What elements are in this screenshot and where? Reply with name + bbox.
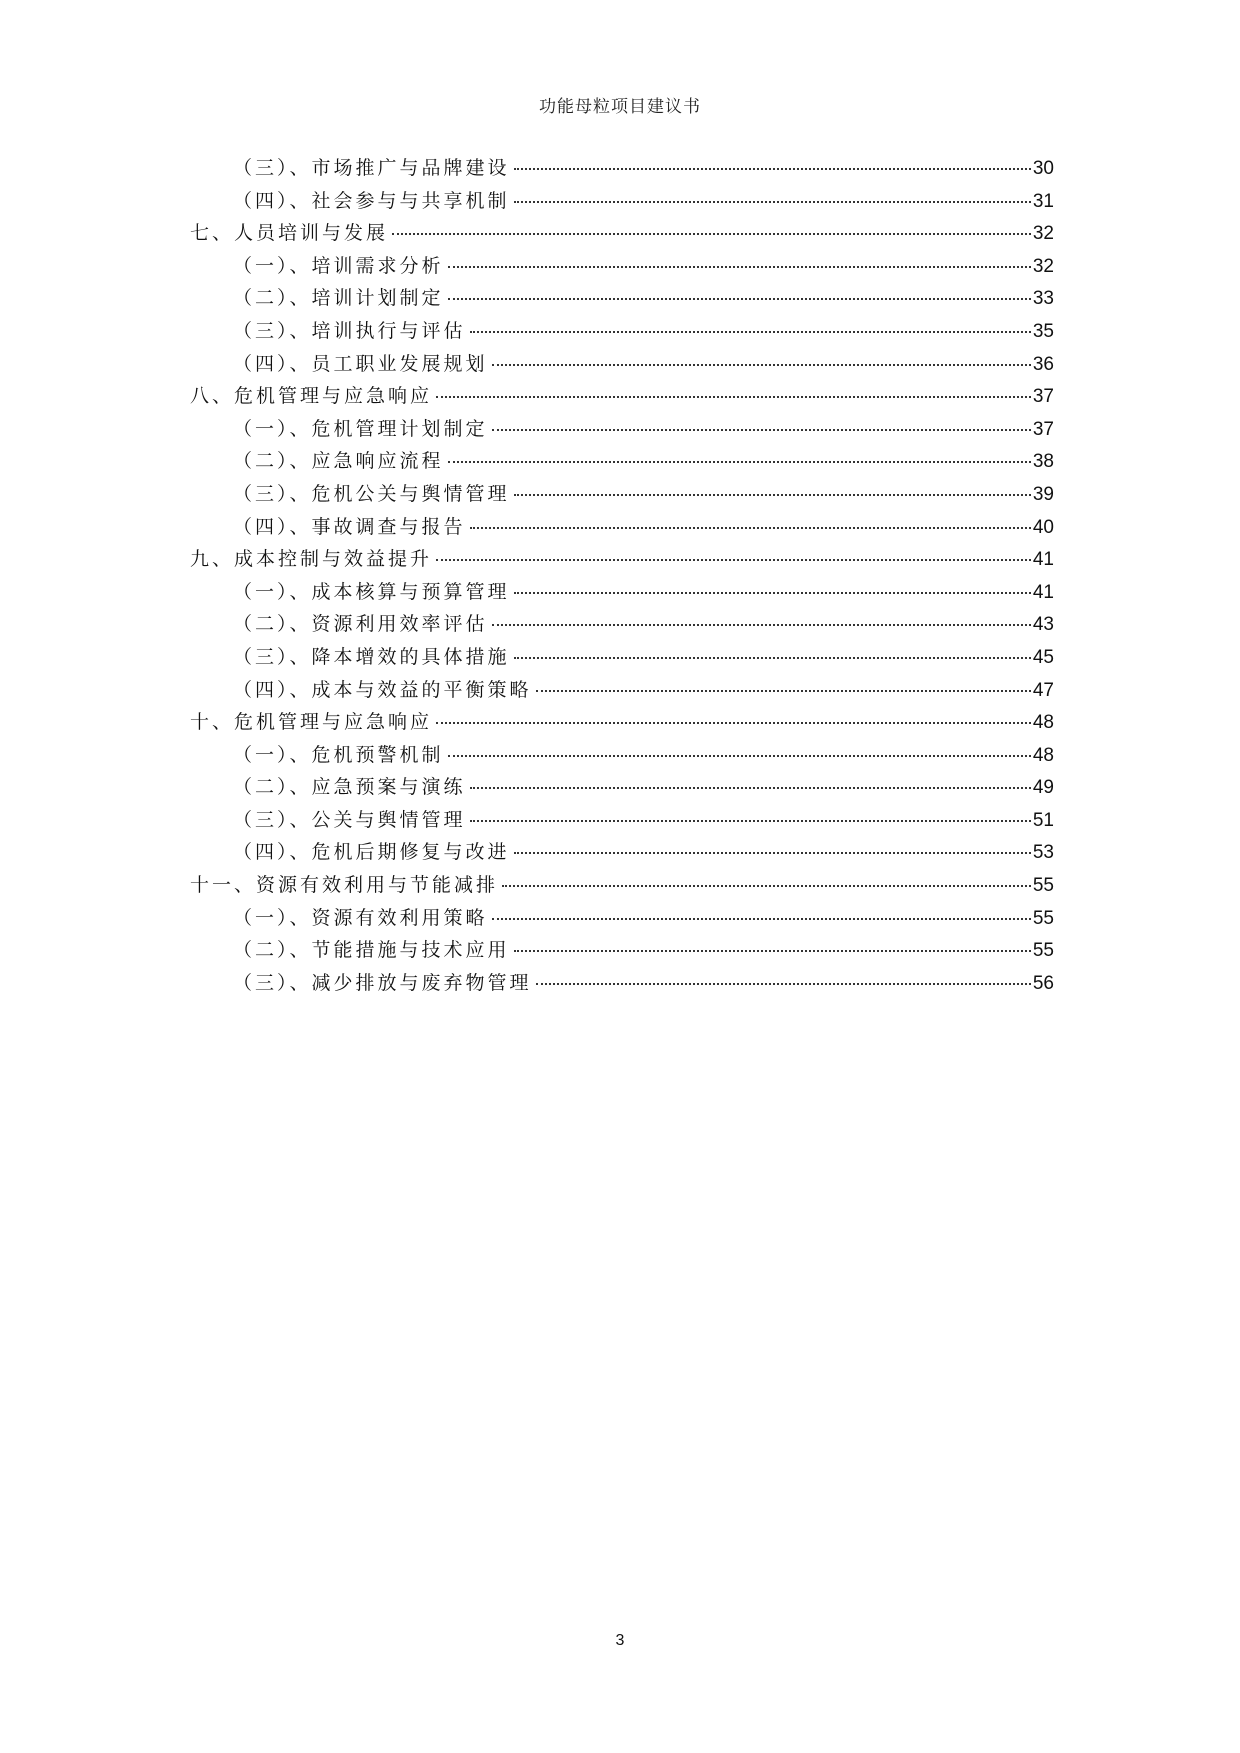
toc-entry-title: （四）、员工职业发展规划 — [233, 352, 488, 375]
toc-entry-title: （四）、危机后期修复与改进 — [233, 841, 510, 864]
toc-entry-page: 49 — [1032, 777, 1054, 799]
toc-section-entry[interactable] — [190, 902, 1054, 935]
toc-entry-page: 53 — [1032, 842, 1054, 864]
toc-section-entry[interactable] — [190, 608, 1054, 641]
toc-entry-title: （二）、应急预案与演练 — [233, 776, 466, 799]
toc-section-entry[interactable] — [190, 445, 1054, 478]
toc-entry-page: 40 — [1032, 516, 1054, 538]
toc-dot-leader — [514, 656, 1031, 659]
toc-section-entry[interactable] — [190, 315, 1054, 348]
toc-dot-leader — [448, 297, 1031, 300]
toc-dot-leader — [470, 786, 1031, 789]
toc-section-entry[interactable] — [190, 967, 1054, 1000]
toc-chapter-entry[interactable] — [190, 706, 1054, 739]
toc-entry-page: 48 — [1032, 744, 1054, 766]
toc-entry-title: 十、危机管理与应急响应 — [190, 711, 433, 734]
toc-entry-title: （二）、培训计划制定 — [233, 287, 444, 310]
toc-entry-page: 43 — [1032, 614, 1054, 636]
toc-entry-title: （一）、危机预警机制 — [233, 743, 444, 766]
toc-dot-leader — [514, 851, 1031, 854]
toc-entry-page: 35 — [1032, 320, 1054, 342]
toc-entry-title: （一）、培训需求分析 — [233, 254, 444, 277]
toc-entry-title: （三）、公关与舆情管理 — [233, 808, 466, 831]
toc-dot-leader — [392, 232, 1031, 235]
toc-dot-leader — [492, 428, 1031, 431]
toc-entry-page: 56 — [1032, 972, 1054, 994]
toc-dot-leader — [448, 754, 1031, 757]
toc-dot-leader — [514, 493, 1031, 496]
toc-entry-page: 55 — [1032, 875, 1054, 897]
toc-dot-leader — [514, 200, 1031, 203]
toc-entry-page: 55 — [1032, 907, 1054, 929]
toc-entry-title: （二）、资源利用效率评估 — [233, 613, 488, 636]
toc-entry-title: （三）、培训执行与评估 — [233, 319, 466, 342]
toc-entry-title: 九、成本控制与效益提升 — [190, 548, 433, 571]
toc-entry-title: 八、危机管理与应急响应 — [190, 385, 433, 408]
toc-dot-leader — [502, 884, 1031, 887]
toc-entry-page: 39 — [1032, 483, 1054, 505]
toc-chapter-entry[interactable] — [190, 543, 1054, 576]
toc-section-entry[interactable] — [190, 576, 1054, 609]
document-header: 功能母粒项目建议书 — [539, 97, 701, 117]
toc-section-entry[interactable] — [190, 152, 1054, 185]
toc-entry-title: （三）、降本增效的具体措施 — [233, 645, 510, 668]
toc-entry-title: 七、人员培训与发展 — [190, 222, 389, 245]
toc-dot-leader — [448, 265, 1031, 268]
table-of-contents — [190, 152, 1054, 999]
toc-chapter-entry[interactable] — [190, 380, 1054, 413]
toc-section-entry[interactable] — [190, 185, 1054, 218]
toc-section-entry[interactable] — [190, 934, 1054, 967]
toc-dot-leader — [492, 623, 1031, 626]
toc-section-entry[interactable] — [190, 641, 1054, 674]
toc-entry-page: 41 — [1032, 549, 1054, 571]
toc-section-entry[interactable] — [190, 674, 1054, 707]
toc-dot-leader — [448, 460, 1031, 463]
toc-chapter-entry[interactable] — [190, 217, 1054, 250]
toc-dot-leader — [514, 591, 1031, 594]
toc-entry-title: （二）、节能措施与技术应用 — [233, 939, 510, 962]
toc-entry-page: 37 — [1032, 418, 1054, 440]
toc-entry-page: 36 — [1032, 353, 1054, 375]
toc-entry-page: 31 — [1032, 190, 1054, 212]
toc-dot-leader — [470, 330, 1031, 333]
toc-entry-title: （二）、应急响应流程 — [233, 450, 444, 473]
toc-entry-page: 41 — [1032, 581, 1054, 603]
toc-dot-leader — [514, 949, 1031, 952]
toc-section-entry[interactable] — [190, 739, 1054, 772]
toc-entry-page: 48 — [1032, 712, 1054, 734]
toc-entry-page: 32 — [1032, 223, 1054, 245]
toc-dot-leader — [470, 819, 1031, 822]
toc-dot-leader — [436, 721, 1031, 724]
toc-section-entry[interactable] — [190, 771, 1054, 804]
toc-section-entry[interactable] — [190, 348, 1054, 381]
toc-dot-leader — [492, 917, 1031, 920]
toc-section-entry[interactable] — [190, 282, 1054, 315]
toc-section-entry[interactable] — [190, 804, 1054, 837]
toc-entry-page: 47 — [1032, 679, 1054, 701]
toc-dot-leader — [436, 558, 1031, 561]
toc-entry-title: （三）、危机公关与舆情管理 — [233, 482, 510, 505]
toc-entry-page: 55 — [1032, 940, 1054, 962]
toc-entry-title: （三）、减少排放与废弃物管理 — [233, 971, 532, 994]
toc-dot-leader — [470, 526, 1031, 529]
toc-entry-title: （一）、资源有效利用策略 — [233, 906, 488, 929]
toc-entry-page: 38 — [1032, 451, 1054, 473]
toc-dot-leader — [536, 982, 1031, 985]
toc-entry-title: （三）、市场推广与品牌建设 — [233, 157, 510, 179]
toc-entry-page: 45 — [1032, 646, 1054, 668]
toc-dot-leader — [492, 363, 1031, 366]
toc-entry-title: （一）、成本核算与预算管理 — [233, 580, 510, 603]
toc-entry-page: 32 — [1032, 255, 1054, 277]
toc-section-entry[interactable] — [190, 250, 1054, 283]
toc-entry-page: 37 — [1032, 386, 1054, 408]
toc-section-entry[interactable] — [190, 478, 1054, 511]
toc-dot-leader — [514, 167, 1031, 170]
toc-entry-title: （一）、危机管理计划制定 — [233, 417, 488, 440]
toc-entry-page: 33 — [1032, 288, 1054, 310]
toc-chapter-entry[interactable] — [190, 869, 1054, 902]
toc-section-entry[interactable] — [190, 511, 1054, 544]
toc-entry-title: 十一、资源有效利用与节能减排 — [190, 874, 499, 897]
toc-entry-title: （四）、成本与效益的平衡策略 — [233, 678, 532, 701]
toc-dot-leader — [536, 689, 1031, 692]
toc-section-entry[interactable] — [190, 836, 1054, 869]
toc-section-entry[interactable] — [190, 413, 1054, 446]
toc-entry-title: （四）、事故调查与报告 — [233, 515, 466, 538]
toc-entry-title: （四）、社会参与与共享机制 — [233, 189, 510, 212]
toc-entry-page: 51 — [1032, 809, 1054, 831]
toc-dot-leader — [436, 395, 1031, 398]
page-number: 3 — [615, 1632, 625, 1649]
toc-entry-page: 30 — [1032, 158, 1054, 179]
